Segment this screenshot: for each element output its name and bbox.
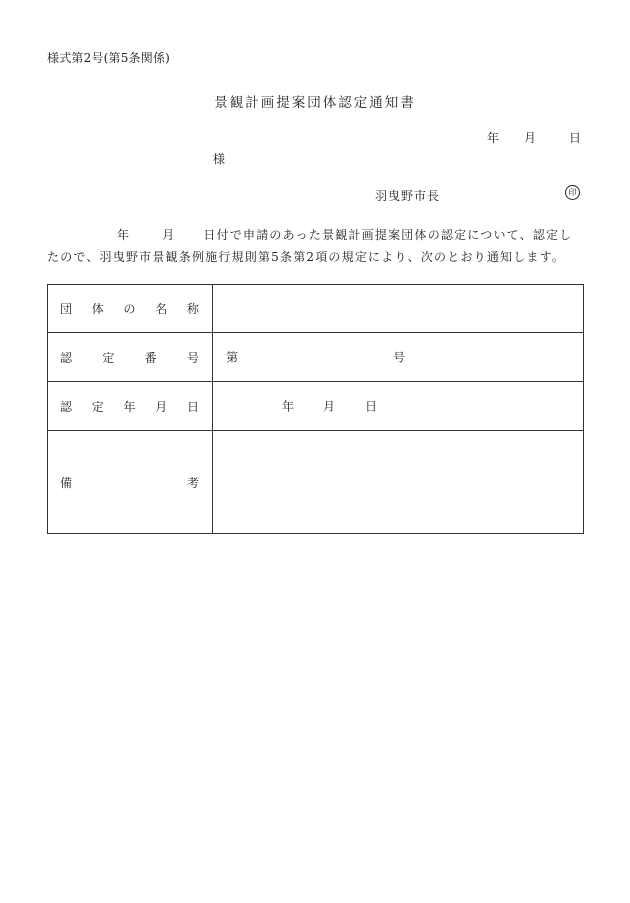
label-char: 定 — [91, 399, 104, 414]
label-char: 体 — [91, 302, 104, 316]
notice-body-line-1 — [47, 224, 583, 246]
label-char: 認 — [60, 399, 73, 414]
number-prefix: 第 — [226, 350, 239, 365]
addressee-suffix: 様 — [213, 152, 226, 166]
certification-date-value — [213, 382, 584, 431]
body-year-label: 年 — [117, 228, 131, 242]
organization-name-value — [213, 285, 584, 333]
certification-date-label — [48, 382, 213, 431]
label-char: 団 — [60, 302, 73, 316]
notice-body — [47, 224, 583, 268]
label-char: 月 — [155, 399, 168, 414]
date-year-label: 年 — [487, 131, 500, 145]
label-char: 号 — [186, 350, 199, 365]
organization-name-label — [48, 285, 213, 333]
document-title: 景観計画提案団体認定通知書 — [214, 95, 416, 111]
notice-body-line-2: たので、羽曳野市景観条例施行規則第5条第2項の規定により、次のとおり通知します。 — [47, 250, 566, 264]
remarks-value — [213, 431, 584, 534]
table-row — [48, 333, 584, 382]
date-month-label: 月 — [524, 131, 537, 145]
date-year: 年 — [282, 399, 295, 414]
label-char: 番 — [144, 350, 157, 365]
certification-number-value — [213, 333, 584, 382]
label-char: 考 — [186, 475, 199, 490]
label-char: 認 — [60, 350, 73, 365]
date-day-label: 日 — [569, 131, 582, 145]
label-char: 名 — [155, 302, 168, 316]
number-suffix: 号 — [393, 350, 406, 365]
label-char: 日 — [186, 399, 199, 414]
date-month: 月 — [323, 399, 336, 414]
label-char: 称 — [186, 302, 199, 316]
table-row — [48, 285, 584, 333]
certification-number-label — [48, 333, 213, 382]
label-char: の — [123, 302, 136, 316]
seal-icon: 印 — [565, 185, 580, 200]
table-row — [48, 431, 584, 534]
issuer-name: 羽曳野市長 — [375, 189, 441, 203]
date-day: 日 — [365, 399, 378, 414]
remarks-label — [48, 431, 213, 534]
label-char: 定 — [102, 350, 115, 365]
label-char: 年 — [123, 399, 136, 414]
table-row — [48, 382, 584, 431]
certification-info-table — [47, 284, 584, 534]
body-line1-text: 日付で申請のあった景観計画提案団体の認定について、認定し — [203, 228, 573, 242]
form-number-label: 様式第2号(第5条関係) — [47, 51, 171, 65]
body-month-label: 月 — [162, 228, 176, 242]
label-char: 備 — [60, 475, 73, 490]
